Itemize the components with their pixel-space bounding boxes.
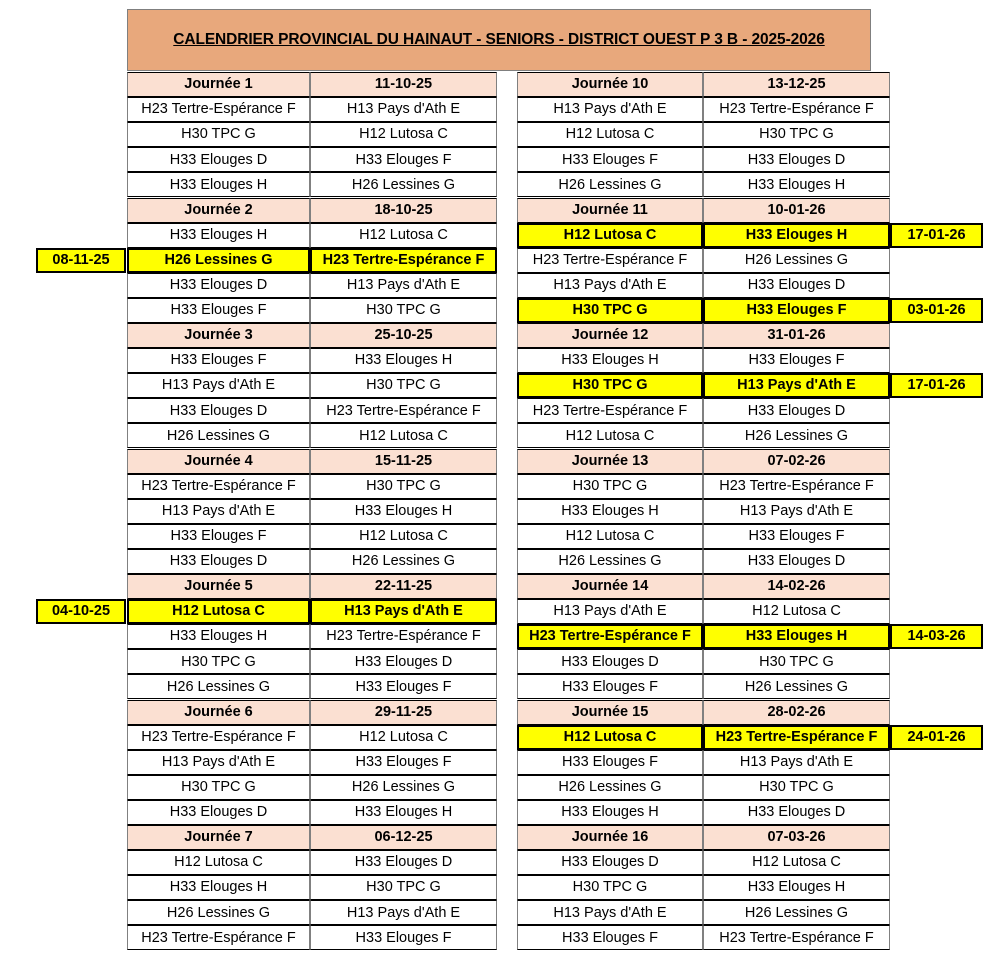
match-home-team: H13 Pays d'Ath E — [127, 373, 310, 398]
match-home-team: H33 Elouges F — [127, 298, 310, 323]
match-away-team: H12 Lutosa C — [703, 850, 890, 875]
match-away-team: H23 Tertre-Espérance F — [310, 398, 497, 423]
match-away-team: H30 TPC G — [310, 373, 497, 398]
match-home-team: H33 Elouges D — [517, 649, 703, 674]
match-away-team: H33 Elouges H — [703, 223, 890, 248]
match-home-team: H13 Pays d'Ath E — [517, 273, 703, 298]
match-home-team: H12 Lutosa C — [517, 423, 703, 448]
match-reschedule-date: 17-01-26 — [890, 223, 983, 248]
match-home-team: H33 Elouges D — [127, 147, 310, 172]
match-away-team: H12 Lutosa C — [310, 423, 497, 448]
match-away-team: H12 Lutosa C — [310, 524, 497, 549]
match-away-team: H33 Elouges D — [310, 850, 497, 875]
match-away-team: H30 TPC G — [310, 474, 497, 499]
journee-date: 22-11-25 — [310, 574, 497, 599]
journee-date: 07-03-26 — [703, 825, 890, 850]
match-away-team: H12 Lutosa C — [310, 223, 497, 248]
match-home-team: H23 Tertre-Espérance F — [517, 624, 703, 649]
journee-label: Journée 7 — [127, 825, 310, 850]
match-home-team: H26 Lessines G — [127, 248, 310, 273]
journee-date: 28-02-26 — [703, 700, 890, 725]
match-home-team: H30 TPC G — [127, 649, 310, 674]
match-away-team: H33 Elouges F — [310, 925, 497, 950]
match-away-team: H33 Elouges F — [310, 674, 497, 699]
match-away-team: H13 Pays d'Ath E — [703, 750, 890, 775]
match-away-team: H26 Lessines G — [703, 248, 890, 273]
match-home-team: H12 Lutosa C — [127, 850, 310, 875]
journee-label: Journée 4 — [127, 449, 310, 474]
journee-date: 25-10-25 — [310, 323, 497, 348]
match-home-team: H12 Lutosa C — [517, 122, 703, 147]
match-away-team: H33 Elouges F — [310, 147, 497, 172]
match-away-team: H33 Elouges D — [703, 549, 890, 574]
journee-label: Journée 6 — [127, 700, 310, 725]
journee-date: 11-10-25 — [310, 72, 497, 97]
match-away-team: H13 Pays d'Ath E — [310, 273, 497, 298]
match-away-team: H33 Elouges H — [703, 624, 890, 649]
match-home-team: H33 Elouges H — [127, 875, 310, 900]
match-away-team: H13 Pays d'Ath E — [703, 373, 890, 398]
match-home-team: H13 Pays d'Ath E — [127, 750, 310, 775]
match-home-team: H33 Elouges F — [517, 750, 703, 775]
match-away-team: H26 Lessines G — [310, 172, 497, 197]
match-home-team: H26 Lessines G — [127, 423, 310, 448]
match-away-team: H33 Elouges D — [310, 649, 497, 674]
match-away-team: H33 Elouges H — [703, 875, 890, 900]
page-title-banner — [127, 9, 871, 71]
match-home-team: H23 Tertre-Espérance F — [517, 398, 703, 423]
match-away-team: H23 Tertre-Espérance F — [703, 97, 890, 122]
journee-label: Journée 2 — [127, 198, 310, 223]
match-away-team: H26 Lessines G — [703, 423, 890, 448]
journee-date: 15-11-25 — [310, 449, 497, 474]
match-home-team: H26 Lessines G — [127, 900, 310, 925]
match-home-team: H30 TPC G — [517, 474, 703, 499]
match-home-team: H33 Elouges F — [127, 348, 310, 373]
match-home-team: H30 TPC G — [127, 122, 310, 147]
match-away-team: H23 Tertre-Espérance F — [703, 925, 890, 950]
match-home-team: H33 Elouges H — [517, 348, 703, 373]
journee-label: Journée 3 — [127, 323, 310, 348]
match-home-team: H30 TPC G — [517, 373, 703, 398]
match-home-team: H12 Lutosa C — [517, 524, 703, 549]
match-home-team: H33 Elouges D — [517, 850, 703, 875]
match-away-team: H30 TPC G — [310, 875, 497, 900]
journee-date: 18-10-25 — [310, 198, 497, 223]
match-home-team: H12 Lutosa C — [517, 223, 703, 248]
journee-date: 29-11-25 — [310, 700, 497, 725]
journee-label: Journée 15 — [517, 700, 703, 725]
match-away-team: H26 Lessines G — [310, 549, 497, 574]
journee-label: Journée 13 — [517, 449, 703, 474]
match-away-team: H13 Pays d'Ath E — [310, 900, 497, 925]
match-home-team: H33 Elouges D — [127, 800, 310, 825]
match-away-team: H23 Tertre-Espérance F — [703, 725, 890, 750]
journee-label: Journée 5 — [127, 574, 310, 599]
match-away-team: H13 Pays d'Ath E — [310, 97, 497, 122]
journee-label: Journée 1 — [127, 72, 310, 97]
match-away-team: H13 Pays d'Ath E — [703, 499, 890, 524]
match-home-team: H33 Elouges H — [127, 223, 310, 248]
match-home-team: H13 Pays d'Ath E — [517, 97, 703, 122]
match-home-team: H26 Lessines G — [517, 172, 703, 197]
match-home-team: H13 Pays d'Ath E — [517, 900, 703, 925]
match-away-team: H12 Lutosa C — [310, 725, 497, 750]
match-away-team: H33 Elouges D — [703, 147, 890, 172]
match-away-team: H33 Elouges H — [310, 499, 497, 524]
journee-label: Journée 11 — [517, 198, 703, 223]
journee-label: Journée 14 — [517, 574, 703, 599]
match-away-team: H33 Elouges F — [310, 750, 497, 775]
journee-label: Journée 16 — [517, 825, 703, 850]
match-away-team: H12 Lutosa C — [703, 599, 890, 624]
match-away-team: H30 TPC G — [310, 298, 497, 323]
match-away-team: H33 Elouges H — [310, 348, 497, 373]
match-away-team: H12 Lutosa C — [310, 122, 497, 147]
journee-label: Journée 10 — [517, 72, 703, 97]
match-away-team: H33 Elouges F — [703, 348, 890, 373]
match-home-team: H23 Tertre-Espérance F — [127, 474, 310, 499]
match-away-team: H30 TPC G — [703, 122, 890, 147]
match-home-team: H26 Lessines G — [517, 549, 703, 574]
journee-label: Journée 12 — [517, 323, 703, 348]
match-away-team: H33 Elouges H — [310, 800, 497, 825]
match-home-team: H33 Elouges D — [127, 549, 310, 574]
match-home-team: H12 Lutosa C — [517, 725, 703, 750]
match-away-team: H23 Tertre-Espérance F — [310, 624, 497, 649]
match-reschedule-date: 03-01-26 — [890, 298, 983, 323]
journee-date: 31-01-26 — [703, 323, 890, 348]
match-home-team: H33 Elouges F — [517, 925, 703, 950]
match-reschedule-date: 17-01-26 — [890, 373, 983, 398]
match-home-team: H12 Lutosa C — [127, 599, 310, 624]
match-home-team: H13 Pays d'Ath E — [517, 599, 703, 624]
match-away-team: H13 Pays d'Ath E — [310, 599, 497, 624]
match-away-team: H33 Elouges D — [703, 800, 890, 825]
match-home-team: H33 Elouges F — [127, 524, 310, 549]
match-home-team: H23 Tertre-Espérance F — [517, 248, 703, 273]
match-away-team: H33 Elouges D — [703, 398, 890, 423]
journee-date: 14-02-26 — [703, 574, 890, 599]
match-home-team: H13 Pays d'Ath E — [127, 499, 310, 524]
match-home-team: H23 Tertre-Espérance F — [127, 97, 310, 122]
match-away-team: H33 Elouges F — [703, 298, 890, 323]
match-home-team: H33 Elouges F — [517, 674, 703, 699]
journee-date: 07-02-26 — [703, 449, 890, 474]
match-home-team: H33 Elouges H — [517, 800, 703, 825]
match-home-team: H33 Elouges F — [517, 147, 703, 172]
match-away-team: H33 Elouges H — [703, 172, 890, 197]
match-reschedule-date: 04-10-25 — [36, 599, 126, 624]
match-home-team: H33 Elouges H — [517, 499, 703, 524]
match-home-team: H26 Lessines G — [127, 674, 310, 699]
match-away-team: H23 Tertre-Espérance F — [703, 474, 890, 499]
match-home-team: H30 TPC G — [127, 775, 310, 800]
match-home-team: H33 Elouges D — [127, 398, 310, 423]
match-reschedule-date: 08-11-25 — [36, 248, 126, 273]
match-away-team: H30 TPC G — [703, 775, 890, 800]
journee-date: 10-01-26 — [703, 198, 890, 223]
match-away-team: H26 Lessines G — [703, 674, 890, 699]
match-home-team: H33 Elouges H — [127, 172, 310, 197]
match-home-team: H33 Elouges D — [127, 273, 310, 298]
match-away-team: H23 Tertre-Espérance F — [310, 248, 497, 273]
match-home-team: H30 TPC G — [517, 875, 703, 900]
match-away-team: H26 Lessines G — [703, 900, 890, 925]
match-home-team: H26 Lessines G — [517, 775, 703, 800]
match-away-team: H26 Lessines G — [310, 775, 497, 800]
match-home-team: H33 Elouges H — [127, 624, 310, 649]
journee-date: 06-12-25 — [310, 825, 497, 850]
match-home-team: H23 Tertre-Espérance F — [127, 725, 310, 750]
match-reschedule-date: 14-03-26 — [890, 624, 983, 649]
match-home-team: H23 Tertre-Espérance F — [127, 925, 310, 950]
page-title: CALENDRIER PROVINCIAL DU HAINAUT - SENIORS - DISTRICT OUEST P 3 B - 2025-2026 — [173, 31, 825, 48]
match-away-team: H33 Elouges F — [703, 524, 890, 549]
match-reschedule-date: 24-01-26 — [890, 725, 983, 750]
match-home-team: H30 TPC G — [517, 298, 703, 323]
journee-date: 13-12-25 — [703, 72, 890, 97]
match-away-team: H30 TPC G — [703, 649, 890, 674]
match-away-team: H33 Elouges D — [703, 273, 890, 298]
